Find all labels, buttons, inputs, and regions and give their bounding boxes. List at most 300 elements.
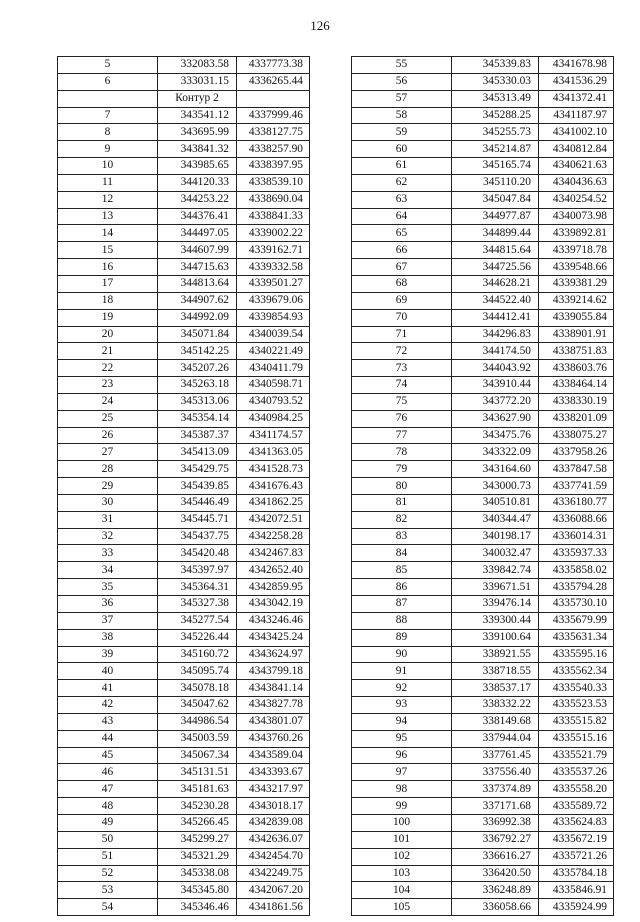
x-coordinate-cell: 343772.20 — [452, 393, 539, 410]
table-row — [58, 562, 310, 579]
y-coordinate-cell: 4335523.53 — [539, 697, 614, 714]
y-coordinate-cell: 4342467.83 — [237, 545, 310, 562]
table-row — [352, 865, 614, 882]
x-coordinate-cell: 339476.14 — [452, 596, 539, 613]
point-number-cell: 62 — [352, 174, 452, 191]
x-coordinate-cell: 345230.28 — [158, 798, 237, 815]
point-number-cell: 19 — [58, 309, 158, 326]
y-coordinate-cell: 4335784.18 — [539, 865, 614, 882]
y-coordinate-cell: 4338201.09 — [539, 410, 614, 427]
point-number-cell: 67 — [352, 259, 452, 276]
point-number-cell: 69 — [352, 292, 452, 309]
point-number-cell: 28 — [58, 461, 158, 478]
y-coordinate-cell: 4335631.34 — [539, 629, 614, 646]
point-number-cell: 103 — [352, 865, 452, 882]
point-number-cell: 81 — [352, 494, 452, 511]
y-coordinate-cell: 4335858.02 — [539, 562, 614, 579]
y-coordinate-cell: 4343018.17 — [237, 798, 310, 815]
table-row — [352, 158, 614, 175]
table-row — [352, 57, 614, 74]
point-number-cell: 95 — [352, 730, 452, 747]
x-coordinate-cell: 344813.64 — [158, 275, 237, 292]
point-number-cell: 50 — [58, 831, 158, 848]
point-number-cell: 102 — [352, 848, 452, 865]
y-coordinate-cell: 4343827.78 — [237, 697, 310, 714]
y-coordinate-cell: 4337741.59 — [539, 478, 614, 495]
x-coordinate-cell: 345364.31 — [158, 579, 237, 596]
point-number-cell: 90 — [352, 646, 452, 663]
table-row — [352, 764, 614, 781]
table-row — [58, 494, 310, 511]
table-row — [352, 612, 614, 629]
section-header-row — [58, 90, 310, 107]
point-number-cell: 8 — [58, 124, 158, 141]
table-row — [352, 528, 614, 545]
x-coordinate-cell: 344497.05 — [158, 225, 237, 242]
point-number-cell: 57 — [352, 90, 452, 107]
point-number-cell: 58 — [352, 107, 452, 124]
point-number-cell: 48 — [58, 798, 158, 815]
x-coordinate-cell: 345095.74 — [158, 663, 237, 680]
table-row — [58, 107, 310, 124]
point-number-cell: 94 — [352, 713, 452, 730]
point-number-cell: 13 — [58, 208, 158, 225]
y-coordinate-cell: 4343393.67 — [237, 764, 310, 781]
coordinates-table-right-body — [352, 57, 614, 916]
x-coordinate-cell: 343985.65 — [158, 158, 237, 175]
point-number-cell: 55 — [352, 57, 452, 74]
x-coordinate-cell: 336420.50 — [452, 865, 539, 882]
y-coordinate-cell: 4335558.20 — [539, 781, 614, 798]
point-number-cell: 29 — [58, 478, 158, 495]
y-coordinate-cell: 4342249.75 — [237, 865, 310, 882]
x-coordinate-cell: 345439.85 — [158, 478, 237, 495]
y-coordinate-cell: 4341678.98 — [539, 57, 614, 74]
x-coordinate-cell: 337556.40 — [452, 764, 539, 781]
point-number-cell: 71 — [352, 326, 452, 343]
x-coordinate-cell: 345330.03 — [452, 73, 539, 90]
y-coordinate-cell: 4338751.83 — [539, 343, 614, 360]
x-coordinate-cell: 345445.71 — [158, 511, 237, 528]
table-row — [58, 831, 310, 848]
point-number-cell: 14 — [58, 225, 158, 242]
point-number-cell: 23 — [58, 377, 158, 394]
x-coordinate-cell: 344725.56 — [452, 259, 539, 276]
table-row — [352, 545, 614, 562]
table-row — [58, 427, 310, 444]
y-coordinate-cell: 4340254.52 — [539, 191, 614, 208]
y-coordinate-cell: 4338841.33 — [237, 208, 310, 225]
point-number-cell: 100 — [352, 814, 452, 831]
y-coordinate-cell: 4341002.10 — [539, 124, 614, 141]
table-row — [352, 629, 614, 646]
x-coordinate-cell: 345413.09 — [158, 444, 237, 461]
x-coordinate-cell: 344899.44 — [452, 225, 539, 242]
x-coordinate-cell: 345047.84 — [452, 191, 539, 208]
table-row — [58, 410, 310, 427]
x-coordinate-cell: 345003.59 — [158, 730, 237, 747]
table-row — [352, 814, 614, 831]
y-coordinate-cell: 4341174.57 — [237, 427, 310, 444]
x-coordinate-cell: 333031.15 — [158, 73, 237, 90]
point-number-cell: 18 — [58, 292, 158, 309]
y-coordinate-cell: 4342636.07 — [237, 831, 310, 848]
y-coordinate-cell: 4335721.26 — [539, 848, 614, 865]
point-number-cell: 91 — [352, 663, 452, 680]
y-coordinate-cell: 4338690.04 — [237, 191, 310, 208]
point-number-cell: 74 — [352, 377, 452, 394]
point-number-cell: 87 — [352, 596, 452, 613]
x-coordinate-cell: 345214.87 — [452, 141, 539, 158]
y-coordinate-cell: 4339548.66 — [539, 259, 614, 276]
point-number-cell: 45 — [58, 747, 158, 764]
table-row — [352, 410, 614, 427]
table-row — [352, 831, 614, 848]
y-coordinate-cell: 4338075.27 — [539, 427, 614, 444]
y-coordinate-cell: 4340621.63 — [539, 158, 614, 175]
point-number-cell: 40 — [58, 663, 158, 680]
x-coordinate-cell: 343000.73 — [452, 478, 539, 495]
x-coordinate-cell: 345354.14 — [158, 410, 237, 427]
table-row — [58, 511, 310, 528]
y-coordinate-cell: 4342067.20 — [237, 882, 310, 899]
y-coordinate-cell: 4343589.04 — [237, 747, 310, 764]
table-row — [352, 511, 614, 528]
point-number-cell: 96 — [352, 747, 452, 764]
point-number-cell: 64 — [352, 208, 452, 225]
point-number-cell: 84 — [352, 545, 452, 562]
y-coordinate-cell: 4342839.08 — [237, 814, 310, 831]
x-coordinate-cell: 345277.54 — [158, 612, 237, 629]
table-row — [58, 208, 310, 225]
x-coordinate-cell: 340344.47 — [452, 511, 539, 528]
x-coordinate-cell: 345207.26 — [158, 360, 237, 377]
table-row — [58, 275, 310, 292]
page-number: 126 — [310, 18, 330, 33]
y-coordinate-cell: 4335595.16 — [539, 646, 614, 663]
y-coordinate-cell: 4335672.19 — [539, 831, 614, 848]
x-coordinate-cell: 345387.37 — [158, 427, 237, 444]
x-coordinate-cell: 339842.74 — [452, 562, 539, 579]
table-row — [352, 377, 614, 394]
x-coordinate-cell: 344977.87 — [452, 208, 539, 225]
x-coordinate-cell: 345338.08 — [158, 865, 237, 882]
table-row — [352, 444, 614, 461]
table-row — [58, 713, 310, 730]
table-row — [352, 494, 614, 511]
x-coordinate-cell: 345420.48 — [158, 545, 237, 562]
table-row — [352, 899, 614, 916]
x-coordinate-cell: 343841.32 — [158, 141, 237, 158]
x-coordinate-cell: 345397.97 — [158, 562, 237, 579]
y-coordinate-cell: 4343042.19 — [237, 596, 310, 613]
y-coordinate-cell: 4341528.73 — [237, 461, 310, 478]
x-coordinate-cell: 343164.60 — [452, 461, 539, 478]
point-number-cell: 79 — [352, 461, 452, 478]
table-row — [352, 73, 614, 90]
point-number-cell: 43 — [58, 713, 158, 730]
point-number-cell: 54 — [58, 899, 158, 916]
y-coordinate-cell: 4340793.52 — [237, 393, 310, 410]
point-number-cell: 31 — [58, 511, 158, 528]
y-coordinate-cell: 4335624.83 — [539, 814, 614, 831]
point-number-cell: 99 — [352, 798, 452, 815]
table-row — [58, 309, 310, 326]
point-number-cell: 92 — [352, 680, 452, 697]
y-coordinate-cell: 4339854.93 — [237, 309, 310, 326]
table-row — [352, 478, 614, 495]
y-coordinate-cell: 4342072.51 — [237, 511, 310, 528]
table-row — [352, 326, 614, 343]
x-coordinate-cell: 338718.55 — [452, 663, 539, 680]
table-row — [352, 781, 614, 798]
y-coordinate-cell: 4339501.27 — [237, 275, 310, 292]
table-row — [352, 208, 614, 225]
point-number-cell: 10 — [58, 158, 158, 175]
table-row — [58, 865, 310, 882]
table-row — [352, 697, 614, 714]
table-row — [58, 141, 310, 158]
table-row — [352, 882, 614, 899]
point-number-cell: 21 — [58, 343, 158, 360]
y-coordinate-cell: 4339055.84 — [539, 309, 614, 326]
empty-cell — [237, 90, 310, 107]
table-row — [58, 814, 310, 831]
x-coordinate-cell: 345313.49 — [452, 90, 539, 107]
y-coordinate-cell: 4337773.38 — [237, 57, 310, 74]
point-number-cell: 47 — [58, 781, 158, 798]
x-coordinate-cell: 337944.04 — [452, 730, 539, 747]
y-coordinate-cell: 4335537.26 — [539, 764, 614, 781]
x-coordinate-cell: 336058.66 — [452, 899, 539, 916]
x-coordinate-cell: 344607.99 — [158, 242, 237, 259]
x-coordinate-cell: 344120.33 — [158, 174, 237, 191]
point-number-cell: 42 — [58, 697, 158, 714]
table-row — [58, 393, 310, 410]
y-coordinate-cell: 4343801.07 — [237, 713, 310, 730]
x-coordinate-cell: 344296.83 — [452, 326, 539, 343]
y-coordinate-cell: 4335521.79 — [539, 747, 614, 764]
y-coordinate-cell: 4341861.56 — [237, 899, 310, 916]
x-coordinate-cell: 345078.18 — [158, 680, 237, 697]
table-row — [58, 478, 310, 495]
x-coordinate-cell: 343910.44 — [452, 377, 539, 394]
y-coordinate-cell: 4342859.95 — [237, 579, 310, 596]
y-coordinate-cell: 4343799.18 — [237, 663, 310, 680]
point-number-cell: 73 — [352, 360, 452, 377]
x-coordinate-cell: 345160.72 — [158, 646, 237, 663]
y-coordinate-cell: 4338330.19 — [539, 393, 614, 410]
table-row — [352, 191, 614, 208]
table-row — [58, 579, 310, 596]
table-row — [58, 781, 310, 798]
x-coordinate-cell: 337761.45 — [452, 747, 539, 764]
table-row — [58, 730, 310, 747]
y-coordinate-cell: 4338539.10 — [237, 174, 310, 191]
table-row — [58, 899, 310, 916]
point-number-cell: 93 — [352, 697, 452, 714]
table-row — [352, 242, 614, 259]
x-coordinate-cell: 344907.62 — [158, 292, 237, 309]
point-number-cell: 17 — [58, 275, 158, 292]
point-number-cell: 98 — [352, 781, 452, 798]
y-coordinate-cell: 4341536.29 — [539, 73, 614, 90]
point-number-cell: 61 — [352, 158, 452, 175]
y-coordinate-cell: 4336180.77 — [539, 494, 614, 511]
table-row — [352, 124, 614, 141]
y-coordinate-cell: 4338397.95 — [237, 158, 310, 175]
y-coordinate-cell: 4341372.41 — [539, 90, 614, 107]
y-coordinate-cell: 4339718.78 — [539, 242, 614, 259]
y-coordinate-cell: 4338464.14 — [539, 377, 614, 394]
y-coordinate-cell: 4340984.25 — [237, 410, 310, 427]
x-coordinate-cell: 345339.83 — [452, 57, 539, 74]
x-coordinate-cell: 344412.41 — [452, 309, 539, 326]
table-row — [352, 275, 614, 292]
x-coordinate-cell: 345429.75 — [158, 461, 237, 478]
y-coordinate-cell: 4338603.76 — [539, 360, 614, 377]
x-coordinate-cell: 345181.63 — [158, 781, 237, 798]
table-row — [58, 461, 310, 478]
x-coordinate-cell: 345142.25 — [158, 343, 237, 360]
x-coordinate-cell: 345071.84 — [158, 326, 237, 343]
point-number-cell: 70 — [352, 309, 452, 326]
point-number-cell: 105 — [352, 899, 452, 916]
y-coordinate-cell: 4335846.91 — [539, 882, 614, 899]
y-coordinate-cell: 4341187.97 — [539, 107, 614, 124]
table-row — [58, 377, 310, 394]
table-row — [58, 191, 310, 208]
point-number-cell: 44 — [58, 730, 158, 747]
table-row — [352, 730, 614, 747]
table-row — [58, 798, 310, 815]
table-row — [58, 680, 310, 697]
y-coordinate-cell: 4335515.16 — [539, 730, 614, 747]
table-row — [352, 663, 614, 680]
point-number-cell: 37 — [58, 612, 158, 629]
y-coordinate-cell: 4335540.33 — [539, 680, 614, 697]
x-coordinate-cell: 345110.20 — [452, 174, 539, 191]
x-coordinate-cell: 343322.09 — [452, 444, 539, 461]
point-number-cell: 53 — [58, 882, 158, 899]
x-coordinate-cell: 337171.68 — [452, 798, 539, 815]
y-coordinate-cell: 4338257.90 — [237, 141, 310, 158]
x-coordinate-cell: 338921.55 — [452, 646, 539, 663]
x-coordinate-cell: 345446.49 — [158, 494, 237, 511]
table-row — [352, 393, 614, 410]
point-number-cell: 88 — [352, 612, 452, 629]
x-coordinate-cell: 344043.92 — [452, 360, 539, 377]
point-number-cell: 36 — [58, 596, 158, 613]
x-coordinate-cell: 345131.51 — [158, 764, 237, 781]
point-number-cell: 34 — [58, 562, 158, 579]
y-coordinate-cell: 4339892.81 — [539, 225, 614, 242]
x-coordinate-cell: 344986.54 — [158, 713, 237, 730]
y-coordinate-cell: 4341676.43 — [237, 478, 310, 495]
x-coordinate-cell: 343541.12 — [158, 107, 237, 124]
point-number-cell: 89 — [352, 629, 452, 646]
y-coordinate-cell: 4341862.25 — [237, 494, 310, 511]
table-row — [58, 663, 310, 680]
y-coordinate-cell: 4335515.82 — [539, 713, 614, 730]
x-coordinate-cell: 339671.51 — [452, 579, 539, 596]
x-coordinate-cell: 345255.73 — [452, 124, 539, 141]
x-coordinate-cell: 340032.47 — [452, 545, 539, 562]
y-coordinate-cell: 4343760.26 — [237, 730, 310, 747]
point-number-cell: 15 — [58, 242, 158, 259]
y-coordinate-cell: 4337999.46 — [237, 107, 310, 124]
point-number-cell: 68 — [352, 275, 452, 292]
point-number-cell: 104 — [352, 882, 452, 899]
x-coordinate-cell: 344376.41 — [158, 208, 237, 225]
x-coordinate-cell: 340510.81 — [452, 494, 539, 511]
y-coordinate-cell: 4335924.99 — [539, 899, 614, 916]
x-coordinate-cell: 344253.22 — [158, 191, 237, 208]
table-row — [352, 174, 614, 191]
table-row — [58, 596, 310, 613]
point-number-cell: 32 — [58, 528, 158, 545]
y-coordinate-cell: 4337958.26 — [539, 444, 614, 461]
table-row — [352, 259, 614, 276]
x-coordinate-cell: 336792.27 — [452, 831, 539, 848]
x-coordinate-cell: 339100.64 — [452, 629, 539, 646]
point-number-cell: 20 — [58, 326, 158, 343]
x-coordinate-cell: 344174.50 — [452, 343, 539, 360]
table-row — [352, 646, 614, 663]
table-row — [352, 848, 614, 865]
point-number-cell: 82 — [352, 511, 452, 528]
x-coordinate-cell: 338537.17 — [452, 680, 539, 697]
x-coordinate-cell: 345327.38 — [158, 596, 237, 613]
table-row — [352, 798, 614, 815]
point-number-cell: 33 — [58, 545, 158, 562]
table-row — [58, 629, 310, 646]
table-row — [352, 747, 614, 764]
table-row — [58, 242, 310, 259]
point-number-cell: 75 — [352, 393, 452, 410]
point-number-cell: 85 — [352, 562, 452, 579]
coordinates-table-left — [57, 56, 310, 916]
point-number-cell: 86 — [352, 579, 452, 596]
x-coordinate-cell: 337374.89 — [452, 781, 539, 798]
table-row — [58, 259, 310, 276]
point-number-cell: 16 — [58, 259, 158, 276]
point-number-cell: 7 — [58, 107, 158, 124]
table-row — [58, 225, 310, 242]
table-row — [352, 309, 614, 326]
x-coordinate-cell: 345263.18 — [158, 377, 237, 394]
table-row — [58, 124, 310, 141]
point-number-cell: 63 — [352, 191, 452, 208]
x-coordinate-cell: 343627.90 — [452, 410, 539, 427]
x-coordinate-cell: 345346.46 — [158, 899, 237, 916]
x-coordinate-cell: 340198.17 — [452, 528, 539, 545]
table-row — [352, 713, 614, 730]
y-coordinate-cell: 4340039.54 — [237, 326, 310, 343]
point-number-cell: 5 — [58, 57, 158, 74]
table-row — [58, 326, 310, 343]
y-coordinate-cell: 4335562.34 — [539, 663, 614, 680]
point-number-cell: 41 — [58, 680, 158, 697]
point-number-cell: 76 — [352, 410, 452, 427]
table-row — [58, 158, 310, 175]
point-number-cell: 83 — [352, 528, 452, 545]
x-coordinate-cell: 344628.21 — [452, 275, 539, 292]
x-coordinate-cell: 332083.58 — [158, 57, 237, 74]
table-row — [58, 57, 310, 74]
x-coordinate-cell: 345437.75 — [158, 528, 237, 545]
table-row — [352, 680, 614, 697]
